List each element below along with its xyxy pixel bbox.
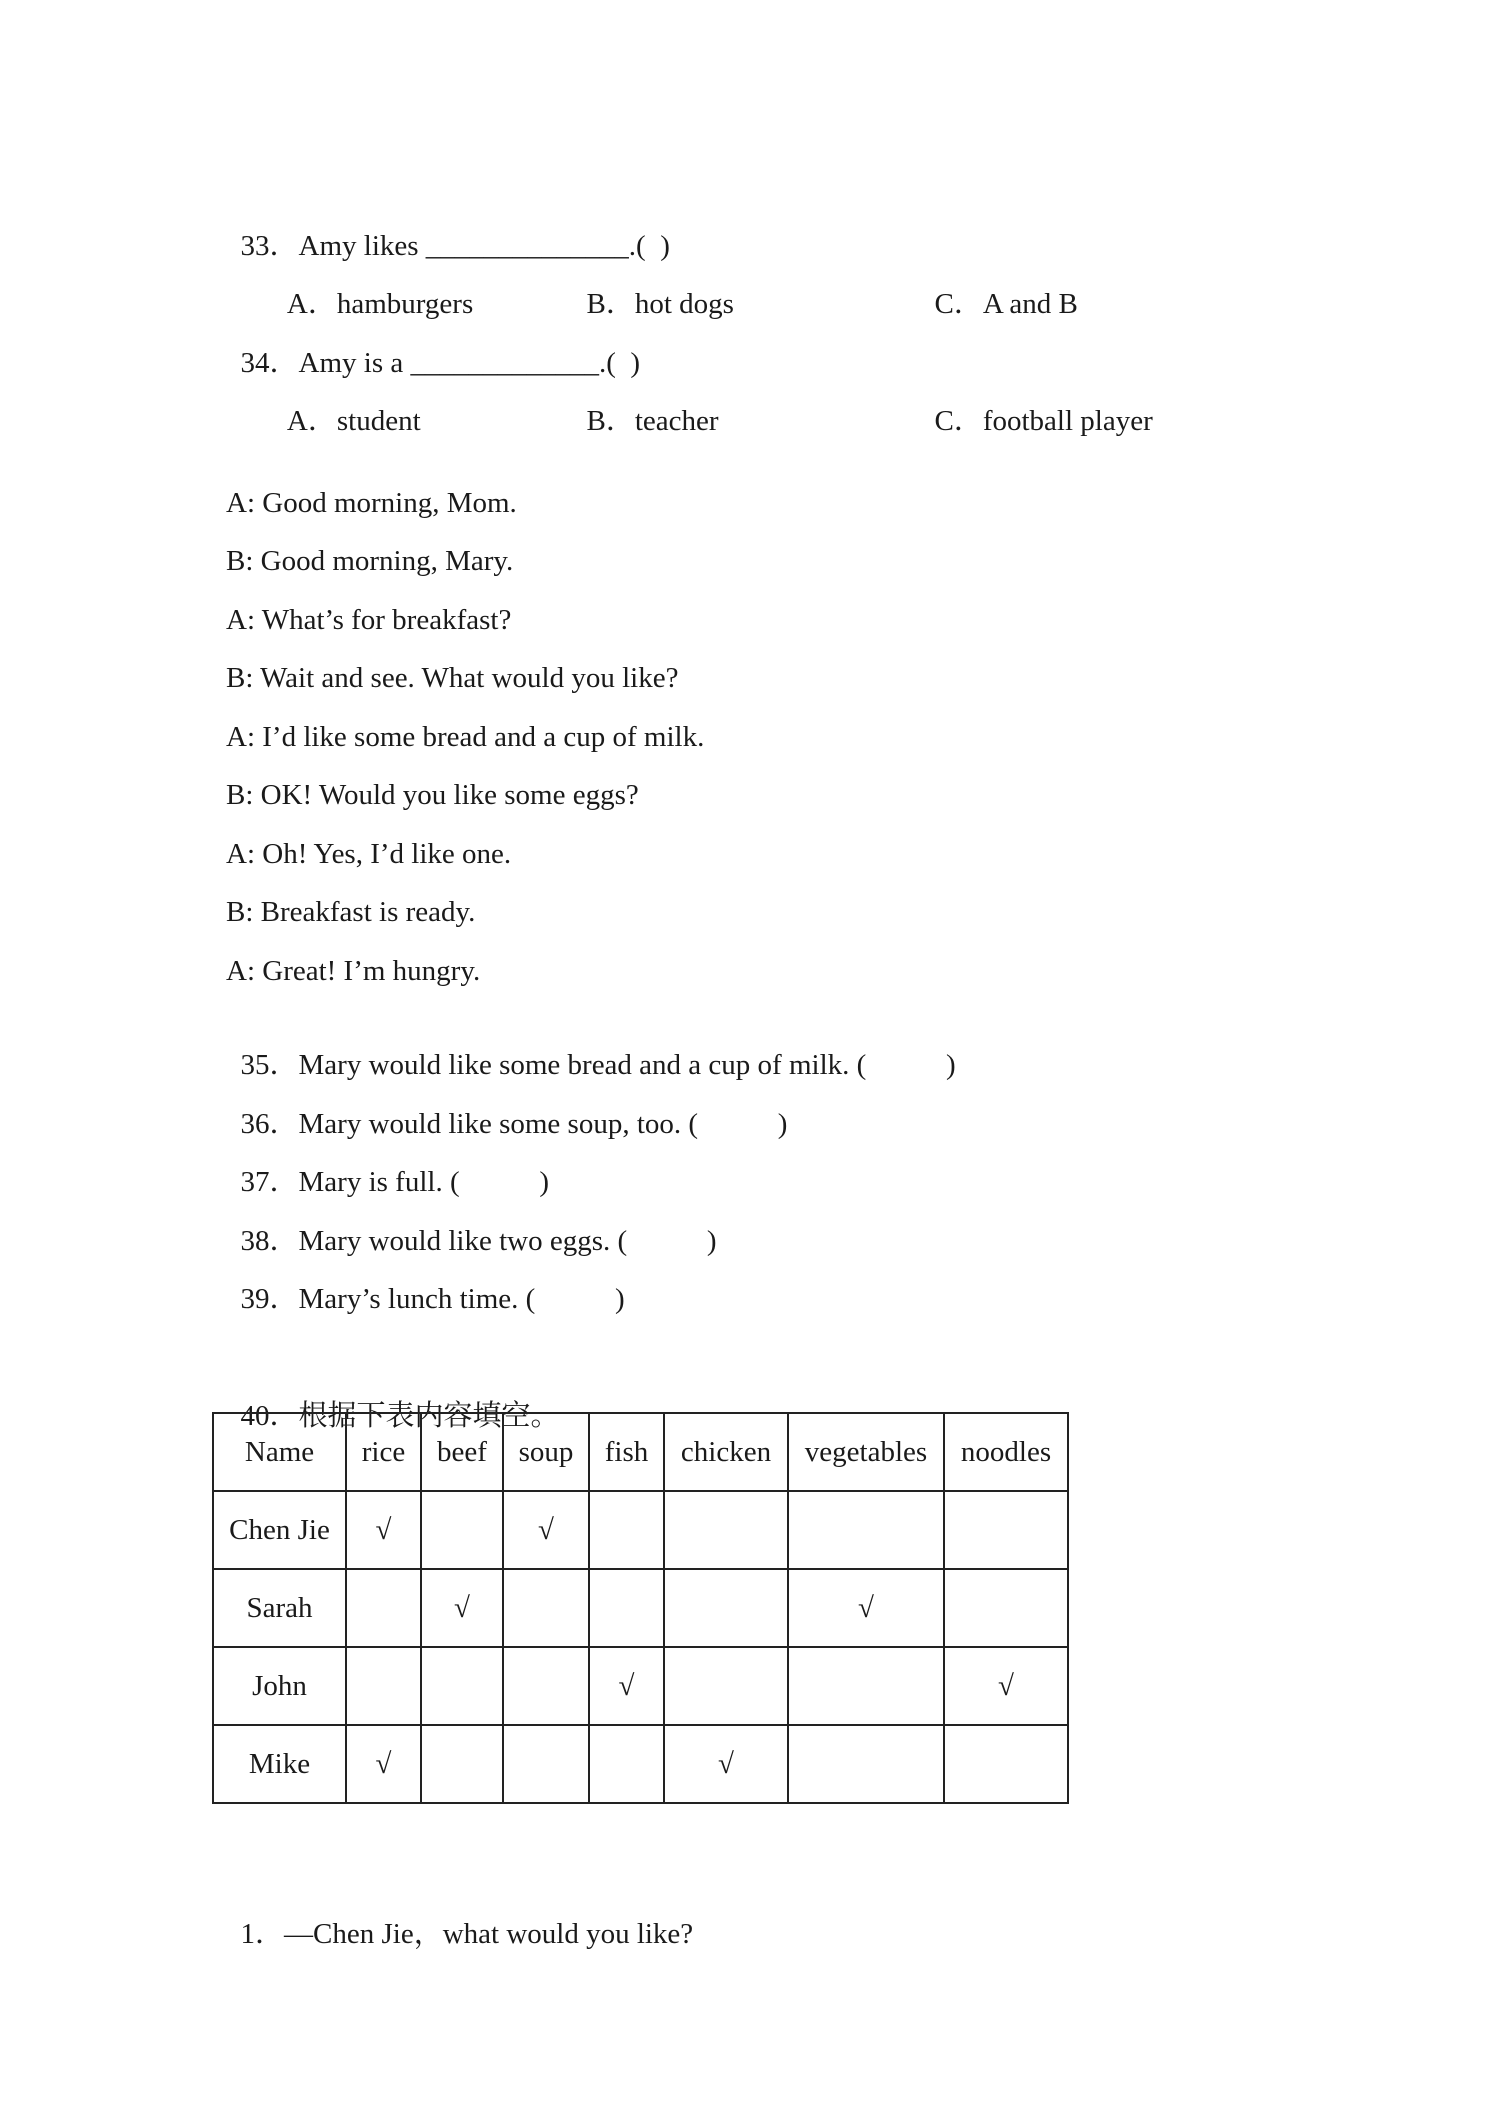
table-header-cell: beef [421,1413,503,1491]
table-cell: √ [346,1491,421,1569]
question-40: 40．根据下表内容填空。 [240,1400,560,1432]
dialogue-line: A: What’s for breakfast? [226,604,512,636]
table-cell: √ [664,1725,788,1803]
table-cell [589,1491,664,1569]
table-cell [788,1647,944,1725]
table-cell [503,1569,589,1647]
table-header-row [213,1413,1068,1491]
table-header-cell: noodles [944,1413,1068,1491]
table-header-cell: Name [213,1413,346,1491]
option-33-c[interactable]: C．A and B [934,288,1078,320]
dialogue-line: A: Great! I’m hungry. [226,955,481,987]
table-row [213,1491,1068,1569]
table-cell [421,1647,503,1725]
table-cell [589,1725,664,1803]
question-number: 34． [240,347,299,379]
table-cell [788,1491,944,1569]
question-35[interactable]: 35．Mary would like some bread and a cup of milk. ( ) [240,1049,956,1081]
table-cell [664,1647,788,1725]
question-37[interactable]: 37．Mary is full. ( ) [240,1166,550,1198]
question-38[interactable]: 38．Mary would like two eggs. ( ) [240,1225,717,1257]
table-cell [346,1647,421,1725]
table-cell [664,1569,788,1647]
table-cell [503,1725,589,1803]
dialogue-line: B: Breakfast is ready. [226,896,476,928]
option-34-c[interactable]: C．football player [934,405,1153,437]
dialogue-line: A: Good morning, Mom. [226,487,517,519]
table-cell: Chen Jie [213,1491,346,1569]
table-header-cell: soup [503,1413,589,1491]
table-row [213,1647,1068,1725]
table-header-cell: chicken [664,1413,788,1491]
food-preference-table [212,1412,1069,1804]
dialogue-line: B: OK! Would you like some eggs? [226,779,639,811]
table-header-cell: rice [346,1413,421,1491]
question-36[interactable]: 36．Mary would like some soup, too. ( ) [240,1108,788,1140]
table-cell [664,1491,788,1569]
question-number: 33． [240,230,299,262]
table-cell: √ [346,1725,421,1803]
table-cell: Sarah [213,1569,346,1647]
table-cell: John [213,1647,346,1725]
table-cell: √ [788,1569,944,1647]
table-row [213,1725,1068,1803]
option-33-b[interactable]: B．hot dogs [586,288,734,320]
table-cell: √ [421,1569,503,1647]
table-row [213,1569,1068,1647]
followup-question: 1．—Chen Jie，what would you like? [240,1918,694,1950]
table-cell: √ [589,1647,664,1725]
dialogue-line: A: Oh! Yes, I’d like one. [226,838,512,870]
option-34-a[interactable]: A．student [286,405,421,437]
table-cell [346,1569,421,1647]
table-cell [944,1725,1068,1803]
table-cell [589,1569,664,1647]
question-stem: Amy is a _____________.( ) [298,347,641,379]
option-33-a[interactable]: A．hamburgers [286,288,474,320]
question-39[interactable]: 39．Mary’s lunch time. ( ) [240,1283,625,1315]
table-cell [788,1725,944,1803]
table-cell [944,1569,1068,1647]
table-cell [421,1725,503,1803]
table-cell [503,1647,589,1725]
table-cell: √ [944,1647,1068,1725]
table-header-cell: fish [589,1413,664,1491]
dialogue-line: A: I’d like some bread and a cup of milk. [226,721,705,753]
table-cell [944,1491,1068,1569]
table-header-cell: vegetables [788,1413,944,1491]
question-stem: Amy likes ______________.( ) [298,230,670,262]
option-34-b[interactable]: B．teacher [586,405,719,437]
dialogue-line: B: Wait and see. What would you like? [226,662,679,694]
table-cell: √ [503,1491,589,1569]
question-40-instruction: 根据下表内容填空。 [298,1400,560,1432]
table-cell [421,1491,503,1569]
table-cell: Mike [213,1725,346,1803]
dialogue-line: B: Good morning, Mary. [226,545,514,577]
